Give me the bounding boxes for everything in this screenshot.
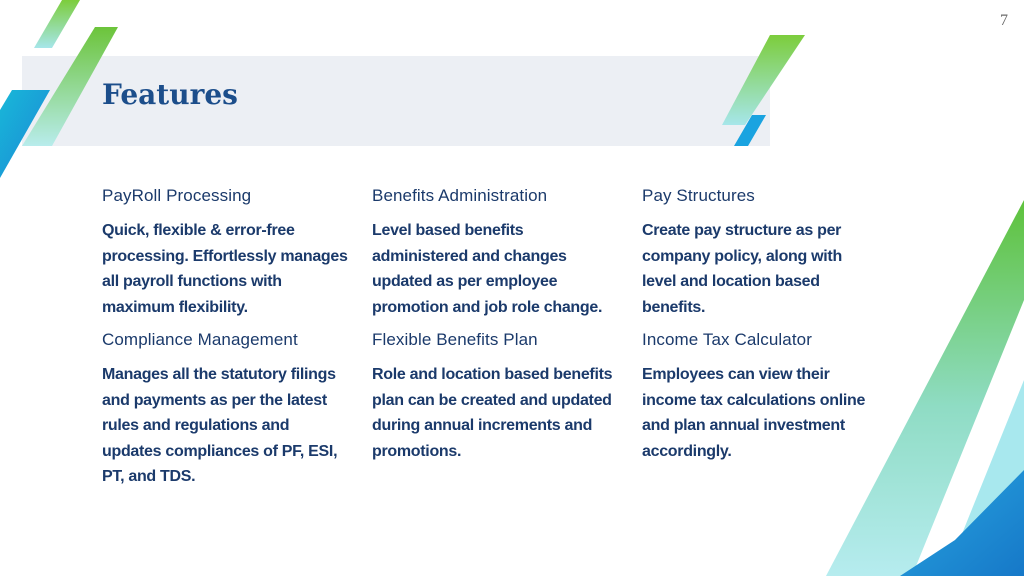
feature-benefits-administration [372,186,642,320]
features-grid [102,186,892,490]
page-number: 7 [1000,12,1008,29]
feature-description: Level based benefits administered and changes updated as per employee promotion and job role change. [372,222,603,316]
feature-flexible-benefits-plan [372,330,642,490]
feature-description: Create pay structure as per company policy, along with level and location based benefits. [642,222,842,316]
feature-description: Employees can view their income tax calculations online and plan annual investment accordingly. [642,366,866,460]
stripe-band-right-green [722,35,805,125]
slide-title: Features [102,78,238,111]
feature-income-tax-calculator [642,330,892,490]
feature-pay-structures [642,186,892,320]
feature-heading: Flexible Benefits Plan [372,330,538,349]
feature-description: Quick, flexible & error-free processing. Effortlessly manages all payroll functions with maximum flexibility. [102,222,348,316]
feature-heading: Income Tax Calculator [642,330,812,349]
feature-description: Manages all the statutory filings and payments as per the latest rules and regulations and updates compliances of PF, ESI, PT, and TDS. [102,366,338,485]
feature-heading: Pay Structures [642,186,755,205]
feature-heading: PayRoll Processing [102,186,252,205]
feature-heading: Compliance Management [102,330,298,349]
stripe-top-left-small [34,0,80,48]
feature-payroll-processing [102,186,372,320]
feature-description: Role and location based benefits plan can be created and updated during annual increments and promotions. [372,366,613,460]
feature-compliance-management [102,330,372,490]
feature-heading: Benefits Administration [372,186,548,205]
